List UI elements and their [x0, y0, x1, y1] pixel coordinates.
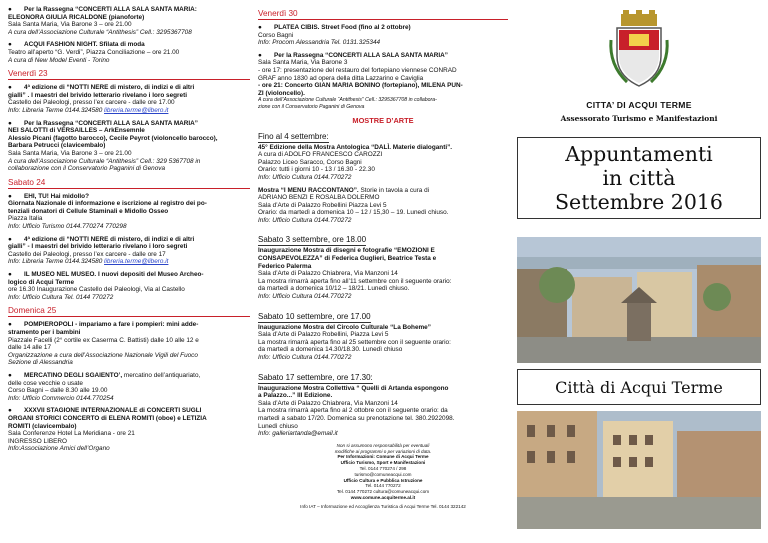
footer-contacts: [258, 443, 508, 510]
event-location: Sala Santa Maria, Via Barone 3: [258, 59, 348, 67]
date-heading: Sabato 17 settembre, ore 17.30:: [258, 372, 373, 382]
bullet-icon: ●: [8, 321, 12, 329]
date-heading: Venerdì 30: [258, 9, 508, 20]
event-location: ore 16.30 Inaugurazione Castello dei Paleologi, Via al Castello: [8, 286, 185, 294]
city-caption: CITTA’ DI ACQUI TERME: [586, 100, 692, 110]
footer-office: Ufficio Turismo, Sport e Manifestazioni: [340, 460, 426, 466]
city-photo-bottom: [517, 411, 761, 529]
coat-of-arms: [515, 6, 763, 96]
footer-iat: Info IAT – Informazione ed Accoglienza Turistica di Acqui Terme Tel. 0144 322142: [300, 503, 466, 509]
event-block: [8, 372, 250, 402]
date-heading: Venerdì 23: [8, 69, 250, 80]
exhibition-title: Inaugurazione Mostra del Circolo Culturale “La Boheme”: [258, 323, 431, 331]
date-heading: Sabato 3 settembre, ore 18.00: [258, 235, 367, 245]
event-block: [8, 193, 250, 231]
event-info: Sezione di Alessandria: [8, 359, 73, 367]
bullet-icon: ●: [8, 119, 12, 127]
assessorato-caption: Assessorato Turismo e Manifestazioni: [560, 114, 718, 123]
exhibition-location: Palazzo Liceo Saracco, Corso Bagni: [258, 158, 362, 166]
date-heading: Sabato 24: [8, 178, 250, 189]
street-photo-image: [517, 411, 761, 529]
event-subtitle: gialli” . I maestri del brivido letterario rivelano i loro segreti: [8, 91, 187, 99]
city-photo-top: [517, 237, 761, 363]
bullet-icon: ●: [258, 51, 262, 59]
exhibition-hours: da martedì a domenica 10/12 – 18/21. Lunedì chiuso.: [258, 285, 410, 293]
event-block: [8, 84, 250, 114]
event-title: Per la Rassegna “CONCERTI ALLA SALA SANTA MARIA”: [24, 119, 198, 127]
exhibition-hours: martedì a sabato 17/20. Domenica su prenotazione tel. 380.2922098.: [258, 414, 455, 422]
event-info: Info: Libreria Terme 0144.324580: [8, 106, 105, 114]
event-location: Corso Bagni – dalle 8.30 alle 19.00: [8, 387, 108, 395]
exhibition-block: [258, 324, 508, 362]
exhibition-hours: La mostra rimarrà aperta fino al 25 settembre con il seguente orario:: [258, 338, 451, 346]
event-block: [8, 6, 250, 36]
exhibition-location: Sala d’Arte di Palazzo Chiabrera, Via Manzoni 14: [258, 270, 398, 278]
piazza-photo-image: [517, 237, 761, 363]
date-heading: Fino al 4 settembre:: [258, 131, 329, 141]
event-block: [8, 271, 250, 301]
bullet-icon: ●: [8, 192, 12, 200]
event-location: Sala Santa Maria, Via Barone 3 – ore 21.00: [8, 149, 132, 157]
event-title: ROMITI (clavicembalo): [8, 422, 77, 430]
exhibition-description: Storie in tavola a cura di: [358, 186, 430, 194]
event-title: PLATEA CIBIS. Street Food (fino al 2 ottobre): [274, 24, 411, 31]
event-block: [8, 41, 250, 64]
exhibition-title: 45° Edizione della Mostra Antologica “DALÌ. Materie dialoganti”.: [258, 143, 453, 151]
exhibition-location: Sala d’Arte di Palazzo Robellini Piazza Levi 5: [258, 201, 387, 209]
event-block: [8, 407, 250, 453]
exhibition-block: [258, 144, 508, 182]
exhibition-hours: Orario: da martedì a domenica 10 – 12 / 15,30 – 19. Lunedì chiuso.: [258, 209, 449, 217]
bullet-icon: ●: [8, 84, 12, 92]
event-location: Corso Bagni: [258, 31, 294, 39]
event-location: Sala Conferenze Hotel La Meridiana - ore 21: [8, 430, 135, 438]
event-block: [258, 24, 508, 47]
event-location: Piazzale Facelli (2° cortile ex Caserma C. Battisti) dalle 10 alle 12 e: [8, 336, 199, 344]
footer-disclaimer: modifiche ai programmi o per variazioni di data.: [334, 448, 432, 454]
footer-email[interactable]: Tel. 0144 770272 cultura@comuneacqui.com: [336, 489, 430, 495]
event-info: Organizzazione a cura dell’Associazione Nazionale Vigili del Fuoco: [8, 351, 198, 359]
exhibition-info: Info: Ufficio Cultura 0144.770272: [258, 216, 352, 224]
cover-column: [515, 6, 763, 540]
event-info: collaborazione con il Conservatorio Paganini di Genova: [8, 165, 166, 173]
bullet-icon: ●: [8, 235, 12, 243]
event-info: Info:Associazione Amici dell’Organo: [8, 445, 110, 453]
event-title: 4ª edizione di “NOTTI NERE di mistero, di indizi e di altri: [24, 235, 195, 243]
event-title: XXXVII STAGIONE INTERNAZIONALE di CONCERTI SUGLI: [24, 407, 202, 415]
event-info: zione con il Conservatorio Paganini di Genova: [258, 103, 365, 110]
event-description: delle cose vecchie o usate: [8, 379, 83, 387]
event-info: A cura dell’Associazione Culturale “Antithesis” Cell.: 3295367708 in collabora-: [258, 97, 437, 104]
event-block: [8, 321, 250, 367]
footer-phone: Tel. 0144 770274 / 298: [359, 465, 407, 471]
date-heading: Sabato 10 settembre, ore 17.00: [258, 311, 371, 321]
coat-of-arms-icon: [607, 10, 671, 90]
event-location: Castello dei Paleologi, presso l’ex carcere - dalle ore 17.00: [8, 99, 175, 107]
footer-email[interactable]: turismo@comuneacqui.com: [354, 471, 412, 477]
event-info: Info: Procom Alessandria Tel. 0131.325344: [258, 39, 381, 47]
exhibition-block: [258, 187, 508, 225]
exhibition-curator: A cura di ADOLFO FRANCESCO CAROZZI: [258, 151, 383, 159]
exhibition-hours: La mostra rimarrà aperta fino all’11 settembre con il seguente orario:: [258, 277, 452, 285]
exhibition-block: [258, 247, 508, 300]
email-link[interactable]: libreria.terme@libero.it: [104, 106, 169, 114]
event-location: Sala Santa Maria, Via Barone 3 – ore 21.00: [8, 21, 132, 29]
event-location: Teatro all’aperto “G. Verdi”, Piazza Conciliazione – ore 21.00: [8, 48, 180, 56]
exhibition-location: Sala d’Arte di Palazzo Robellini, Piazza Levi 5: [258, 331, 389, 339]
event-title: EHI, TU! Hai midollo?: [24, 192, 89, 200]
event-title: IL MUSEO NEL MUSEO. I nuovi depositi del Museo Archeo-: [24, 271, 204, 279]
bullet-icon: ●: [8, 41, 12, 49]
event-description: GRAF anno 1830 ad opera della ditta Lazzarino e Caviglia: [258, 74, 424, 82]
exhibition-info: Info: Ufficio Cultura 0144.770272: [258, 293, 352, 301]
exhibition-location: Sala d’Arte di Palazzo Chiabrera, Via Manzoni 14: [258, 399, 398, 407]
footer-website[interactable]: www.comune.acquiterme.al.it: [350, 494, 416, 500]
events-column-middle: [258, 6, 508, 540]
event-description: mercatino dell’antiquariato,: [122, 371, 201, 379]
bullet-icon: ●: [8, 271, 12, 279]
event-info: Info: Ufficio Turismo 0144.770274 770298: [8, 223, 127, 231]
title-line: Appuntamenti: [565, 142, 713, 166]
event-subtitle: Giornata Nazionale di informazione e iscrizione al registro dei po-: [8, 200, 207, 208]
event-description: - ore 21: Concerto GIAN MARIA BONINO (fortepiano), MILENA PUN-: [258, 82, 463, 90]
bullet-icon: ●: [8, 371, 12, 379]
event-performer: ELEONORA GIULIA RICALDONE (pianoforte): [8, 13, 145, 21]
section-heading-mostre: MOSTRE D’ARTE: [352, 115, 414, 125]
exhibition-hours: Orario: tutti i giorni 10 - 13 / 16.30 - 22.30: [258, 166, 375, 174]
event-title: MERCATINO DEGLI SGAIENTO’,: [24, 371, 123, 379]
city-name: Città di Acqui Terme: [555, 377, 723, 397]
event-subtitle: gialli” - I maestri del brivido letterario rivelano i loro segreti: [8, 243, 188, 251]
footer-phone: Tel. 0144 770272: [365, 483, 401, 489]
exhibition-hours: da martedì a domenica 14.30/18.30. Lunedì chiuso: [258, 346, 403, 354]
event-info: Info: Ufficio Cultura Tel. 0144 770272: [8, 293, 114, 301]
event-subtitle: logico di Acqui Terme: [8, 278, 75, 286]
exhibition-info: Info: Ufficio Cultura 0144.770272: [258, 173, 352, 181]
email-link[interactable]: libreria.terme@libero.it: [104, 258, 169, 266]
event-block: [8, 236, 250, 266]
event-location: Castello dei Paleologi, presso l’ex carcere - dalle ore 17: [8, 250, 166, 258]
city-name-box: [517, 369, 761, 405]
event-subtitle: NEI SALOTTI di VERSAILLES – ArkEnsemnle: [8, 127, 145, 135]
event-info: A cura di New Model Eventi - Torino: [8, 56, 110, 64]
event-description: - ore 17: presentazione del restauro del fortepiano viennese CONRAD: [258, 66, 457, 74]
exhibition-title: a Palazzo...” III Edizione.: [258, 392, 333, 400]
event-info: A cura dell’Associazione Culturale “Antithesis” Cell.: 3295367708: [8, 28, 192, 36]
bullet-icon: ●: [8, 407, 12, 415]
footer-disclaimer: Non si assumono responsabilità per eventuali: [336, 442, 430, 448]
exhibition-title: Inaugurazione Mostra di disegni e fotografie “EMOZIONI E: [258, 247, 435, 255]
bullet-icon: ●: [258, 24, 262, 31]
event-info: Info: Ufficio Commercio 0144.770254: [8, 394, 114, 402]
event-info: A cura dell’Associazione Culturale “Antithesis” Cell.: 329 5367708 in: [8, 157, 201, 165]
footer-heading: Per Informazioni: Comune di Acqui Terme: [337, 454, 429, 460]
events-column-left: [8, 6, 250, 540]
event-note: INGRESSO LIBERO: [8, 437, 67, 445]
event-info: Info: Libreria Terme 0144.324580: [8, 258, 105, 266]
event-performer: Barbara Petrucci (clavicembalo): [8, 142, 106, 150]
exhibition-info: Info: galleriartanda@email.it: [258, 430, 338, 438]
event-title: ACQUI FASHION NIGHT. Sfilata di moda: [24, 41, 145, 49]
title-line: Settembre 2016: [555, 190, 723, 214]
event-subtitle: tenziali donatori di Cellule Staminali e Midollo Osseo: [8, 207, 169, 215]
bullet-icon: ●: [8, 6, 12, 13]
event-block: [258, 52, 508, 111]
title-line: in città: [602, 166, 676, 190]
event-block: [8, 120, 250, 173]
date-heading: Domenica 25: [8, 306, 250, 317]
event-title: Per la Rassegna “CONCERTI ALLA SALA SANTA MARIA:: [24, 6, 197, 13]
event-title: 4ª edizione di “NOTTI NERE di mistero, di indizi e di altri: [24, 84, 195, 92]
exhibition-title: Inaugurazione Mostra Collettiva “ Quelli di Artanda espongono: [258, 384, 449, 392]
event-title: POMPIEROPOLI - impariamo a fare i pompieri: mini adde-: [24, 321, 199, 329]
exhibition-title: CONSAPEVOLEZZA” di Federica Guglieri, Beatrice Testa e: [258, 255, 437, 263]
exhibition-title: Mostra “I MENU RACCONTANO”.: [258, 186, 359, 194]
exhibition-info: Info: Ufficio Cultura 0144.770272: [258, 354, 352, 361]
exhibition-hours: Lunedì chiuso: [258, 422, 298, 430]
footer-office: Ufficio Cultura e Pubblica Istruzione: [343, 477, 423, 483]
exhibition-title: Federico Palerma: [258, 262, 312, 270]
exhibition-curator: ADRIANO BENZI E ROSALBA DOLERMO: [258, 194, 380, 202]
exhibition-block: [258, 385, 508, 438]
event-performer: Alessio Picani (fagotto barocco), Cecile Peyrot (violoncello barocco),: [8, 134, 218, 142]
title-box: [517, 137, 761, 219]
event-location: Piazza Italia: [8, 215, 43, 223]
exhibition-hours: La mostra rimarrà aperta fino al 2 ottobre con il seguente orario: da: [258, 407, 448, 415]
event-subtitle: stramento per i bambini: [8, 329, 81, 336]
event-time: dalle 14 alle 17: [8, 344, 51, 352]
event-description: ZI (violoncello).: [258, 89, 305, 97]
event-title: ORGANI STORICI CONCERTO di ELENA ROMITI (oboe) e LETIZIA: [8, 414, 207, 422]
event-title: Per la Rassegna “CONCERTI ALLA SALA SANTA MARIA”: [274, 51, 448, 59]
